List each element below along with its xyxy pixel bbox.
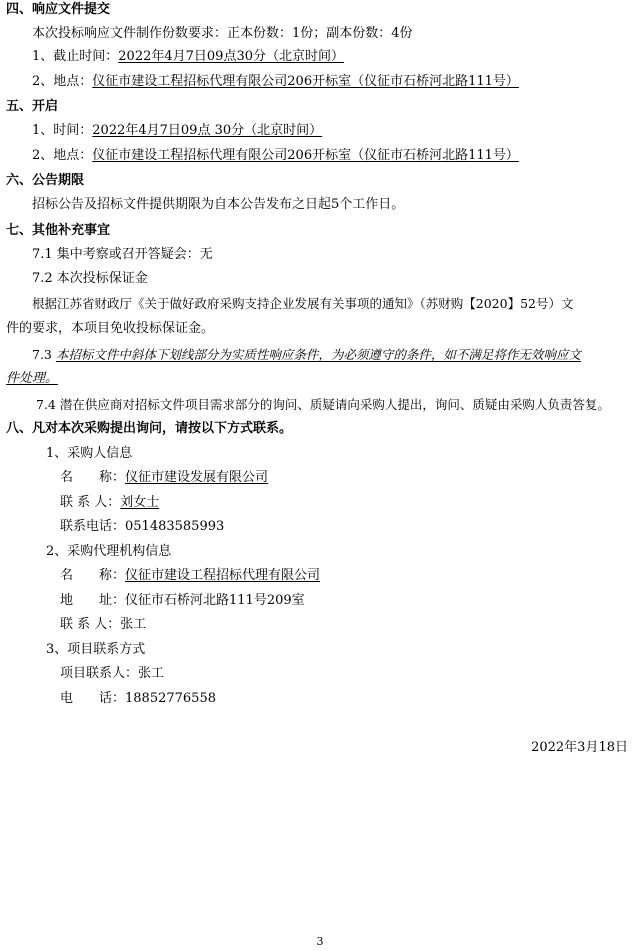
section-5-heading: 五、开启 [6, 99, 59, 114]
item-7-4: 7.4 潜在供应商对招标文件项目需求部分的询问、质疑请向采购人提出，询问、质疑由采购人负责答复。 [36, 397, 610, 412]
submit-place-value: 仪征市建设工程招标代理有限公司206开标室（仪征市石桥河北路111号） [92, 74, 519, 89]
buyer-contact-label: 联 系 人： [60, 495, 121, 510]
item-7-2-line-1: 根据江苏省财政厅《关于做好政府采购支持企业发展有关事项的通知》（苏财购【2020】52号）文 [32, 296, 574, 311]
notice-period-text: 招标公告及招标文件提供期限为自本公告发布之日起5个工作日。 [32, 197, 405, 212]
section-4-heading: 四、响应文件提交 [6, 2, 111, 17]
buyer-title: 1、采购人信息 [46, 446, 133, 461]
section-6-heading: 六、公告期限 [6, 173, 85, 188]
project-phone-row [60, 690, 216, 708]
submit-place-label: 2、地点： [32, 74, 93, 89]
agent-address-row [60, 592, 305, 610]
item-7-2: 7.2 本次投标保证金 [32, 271, 148, 286]
agent-name-label: 名 称： [60, 568, 126, 583]
deadline-row [32, 48, 344, 66]
agent-contact: 张工 [120, 617, 147, 632]
project-phone-label: 电 话： [60, 691, 126, 706]
section-7-heading: 七、其他补充事宜 [6, 223, 111, 238]
project-contact: 张工 [138, 666, 165, 681]
buyer-contact-row [60, 494, 159, 512]
project-contact-row [60, 665, 164, 683]
buyer-name: 仪征市建设发展有限公司 [125, 470, 269, 485]
agent-title: 2、采购代理机构信息 [46, 544, 172, 559]
item-7-3-line-1 [32, 346, 581, 364]
buyer-name-label: 名 称： [60, 470, 126, 485]
agent-contact-label: 联 系 人： [60, 617, 121, 632]
submit-place-row [32, 73, 519, 91]
deadline-value: 2022年4月7日09点30分（北京时间） [118, 49, 344, 64]
item-7-3-text: 本招标文件中斜体下划线部分为实质性响应条件，为必须遵守的条件，如不满足将作无效响应文 [55, 347, 581, 362]
open-time-value: 2022年4月7日09点 30分（北京时间） [92, 123, 323, 138]
page-number: 3 [316, 935, 324, 948]
open-place-label: 2、地点： [32, 148, 93, 163]
open-time-row [32, 122, 322, 140]
agent-name-row [60, 567, 320, 585]
project-phone: 18852776558 [125, 691, 216, 706]
open-place-value: 仪征市建设工程招标代理有限公司206开标室（仪征市石桥河北路111号） [92, 148, 519, 163]
document-date: 2022年3月18日 [531, 740, 628, 755]
copies-requirement: 本次投标响应文件制作份数要求：正本份数：1份；副本份数：4份 [32, 26, 413, 41]
buyer-phone-row [60, 518, 224, 536]
item-7-1: 7.1 集中考察或召开答疑会：无 [32, 247, 213, 262]
item-7-3-number: 7.3 [32, 347, 52, 362]
agent-name: 仪征市建设工程招标代理有限公司 [125, 568, 321, 583]
buyer-phone: 051483585993 [125, 519, 225, 534]
section-8-heading: 八、凡对本次采购提出询问，请按以下方式联系。 [6, 421, 293, 436]
agent-contact-row [60, 616, 146, 634]
open-time-label: 1、时间： [32, 123, 93, 138]
agent-address: 仪征市石桥河北路111号209室 [125, 593, 305, 608]
agent-address-label: 地 址： [60, 593, 126, 608]
item-7-2-line-2: 件的要求，本项目免收投标保证金。 [6, 321, 215, 336]
item-7-3-line-2: 件处理。 [6, 371, 59, 386]
project-contact-title: 3、项目联系方式 [46, 642, 146, 657]
buyer-phone-label: 联系电话： [60, 519, 126, 534]
buyer-contact: 刘女士 [120, 495, 160, 510]
project-contact-label: 项目联系人： [60, 666, 139, 681]
buyer-name-row [60, 469, 268, 487]
open-place-row [32, 147, 519, 165]
deadline-label: 1、截止时间： [32, 49, 119, 64]
